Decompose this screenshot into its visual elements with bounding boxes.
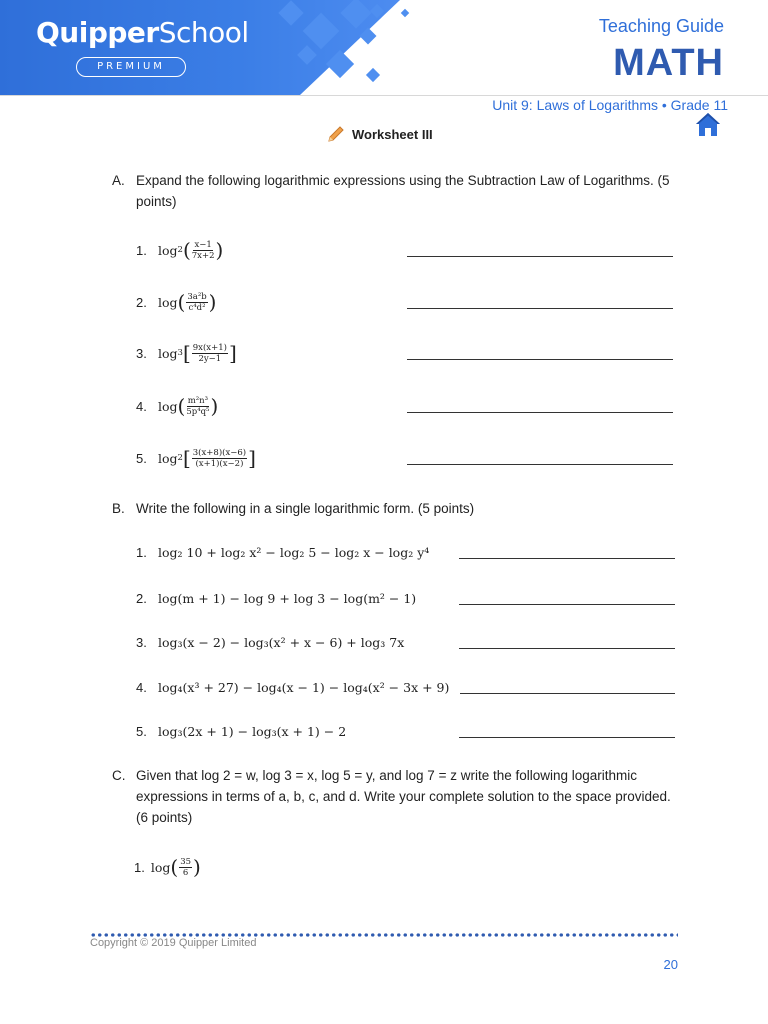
home-icon[interactable] (694, 110, 722, 138)
item-number: 3. (136, 634, 147, 650)
header-divider (0, 95, 768, 96)
list-item (136, 391, 218, 421)
open-bracket: [ (182, 341, 191, 365)
log-word: log (158, 345, 178, 361)
section-text: Write the following in a single logarithmic form. (5 points) (136, 501, 475, 516)
decor-diamond (401, 9, 409, 17)
open-bracket: ( (182, 238, 191, 262)
item-number: 4. (136, 398, 147, 414)
log-expression: log₂ 10 + log₂ x² − log₂ 5 − log₂ x − log₂ y⁴ (158, 544, 430, 560)
section-c-instruction (112, 765, 672, 828)
log-word: log (158, 398, 178, 414)
answer-blank[interactable] (459, 737, 675, 738)
fraction (192, 448, 247, 469)
log-expression (151, 857, 201, 878)
page-number: 20 (663, 957, 678, 972)
list-item (136, 338, 237, 368)
item-number: 5. (136, 723, 147, 739)
fraction (192, 240, 215, 261)
quipper-school-logo (36, 16, 249, 49)
list-item (136, 716, 346, 746)
section-letter: B. (112, 501, 125, 516)
log-word: log (158, 450, 178, 466)
list-item (136, 583, 416, 613)
item-number: 4. (136, 679, 147, 695)
log-word: log (158, 242, 178, 258)
list-item (134, 852, 201, 882)
denominator: c⁴d² (188, 302, 206, 313)
denominator: 2y−1 (198, 353, 222, 364)
list-item (136, 537, 429, 567)
close-bracket: ] (228, 341, 237, 365)
log-expression: log₄(x³ + 27) − log₄(x − 1) − log₄(x² − 3x + 9) (158, 679, 450, 695)
log-word: log (158, 294, 178, 310)
denominator: 6 (182, 867, 189, 878)
teaching-guide-label: Teaching Guide (598, 16, 724, 36)
section-b-instruction (112, 498, 672, 519)
log-expression (158, 396, 218, 417)
fraction (186, 396, 209, 417)
list-item (136, 627, 404, 657)
open-bracket: [ (182, 446, 191, 470)
premium-badge: PREMIUM (76, 57, 186, 77)
answer-blank[interactable] (407, 308, 673, 309)
answer-blank[interactable] (407, 256, 673, 257)
log-expression (158, 292, 216, 313)
worksheet-title-text: Worksheet III (352, 126, 433, 142)
numerator: x−1 (194, 239, 212, 250)
close-bracket: ) (215, 238, 224, 262)
log-expression: log₃(x − 2) − log₃(x² + x − 6) + log₃ 7x (158, 634, 405, 650)
open-bracket: ( (177, 394, 186, 418)
section-a-instruction (112, 170, 672, 212)
list-item (136, 235, 223, 265)
close-bracket: ) (210, 394, 219, 418)
log-expression (158, 448, 256, 469)
list-item (136, 287, 216, 317)
subject-title: MATH (613, 42, 724, 84)
section-text: Expand the following logarithmic expressions using the Subtraction Law of Logarithms. (5 points) (136, 173, 670, 209)
brand-bold-text: Quipper (36, 16, 159, 49)
copyright-text: Copyright © 2019 Quipper Limited (90, 937, 257, 949)
open-bracket: ( (170, 855, 179, 879)
item-number: 1. (136, 242, 147, 258)
numerator: 9x(x+1) (192, 342, 227, 353)
numerator: 35 (180, 856, 192, 867)
denominator: 5p⁴q⁵ (186, 406, 210, 417)
answer-blank[interactable] (407, 464, 673, 465)
section-text: Given that log 2 = w, log 3 = x, log 5 = y, and log 7 = z write the following logarithmic expressions in terms of a, b, c, and d. Write your complete solution to the space provided. (6 points) (136, 768, 671, 825)
decor-diamond (366, 68, 380, 82)
denominator: (x+1)(x−2) (195, 458, 244, 469)
log-expression (158, 343, 237, 364)
item-number: 1. (136, 544, 147, 560)
worksheet-title (326, 124, 433, 144)
close-bracket: ) (193, 855, 201, 879)
log-base: 3 (177, 348, 183, 358)
fraction (192, 343, 228, 364)
item-number: 3. (136, 345, 147, 361)
pencil-icon (326, 124, 346, 144)
item-number: 2. (136, 590, 147, 606)
item-number: 5. (136, 450, 147, 466)
close-bracket: ) (208, 290, 217, 314)
numerator: 3(x+8)(x−6) (192, 447, 247, 458)
answer-blank[interactable] (407, 412, 673, 413)
denominator: 7x+2 (191, 250, 215, 261)
header-banner (0, 0, 768, 95)
answer-blank[interactable] (459, 648, 675, 649)
numerator: 3a²b (187, 291, 207, 302)
log-base: 2 (177, 453, 183, 463)
close-bracket: ] (248, 446, 256, 470)
answer-blank[interactable] (459, 558, 675, 559)
fraction (179, 857, 192, 878)
answer-blank[interactable] (407, 359, 673, 360)
open-bracket: ( (177, 290, 186, 314)
log-expression: log(m + 1) − log 9 + log 3 − log(m² − 1) (158, 590, 417, 606)
log-base: 2 (177, 245, 183, 255)
answer-blank[interactable] (459, 604, 675, 605)
log-word: log (150, 859, 171, 875)
unit-grade-line: Unit 9: Laws of Logarithms • Grade 11 (492, 97, 728, 113)
answer-blank[interactable] (460, 693, 675, 694)
numerator: m²n³ (187, 395, 209, 406)
log-expression (158, 240, 223, 261)
list-item (136, 672, 449, 702)
brand-light-text: School (158, 16, 249, 49)
item-number: 1. (134, 859, 145, 875)
item-number: 2. (136, 294, 147, 310)
fraction (186, 292, 207, 313)
section-letter: A. (112, 173, 125, 188)
log-expression: log₃(2x + 1) − log₃(x + 1) − 2 (158, 723, 347, 739)
section-letter: C. (112, 768, 126, 783)
list-item (136, 443, 256, 473)
